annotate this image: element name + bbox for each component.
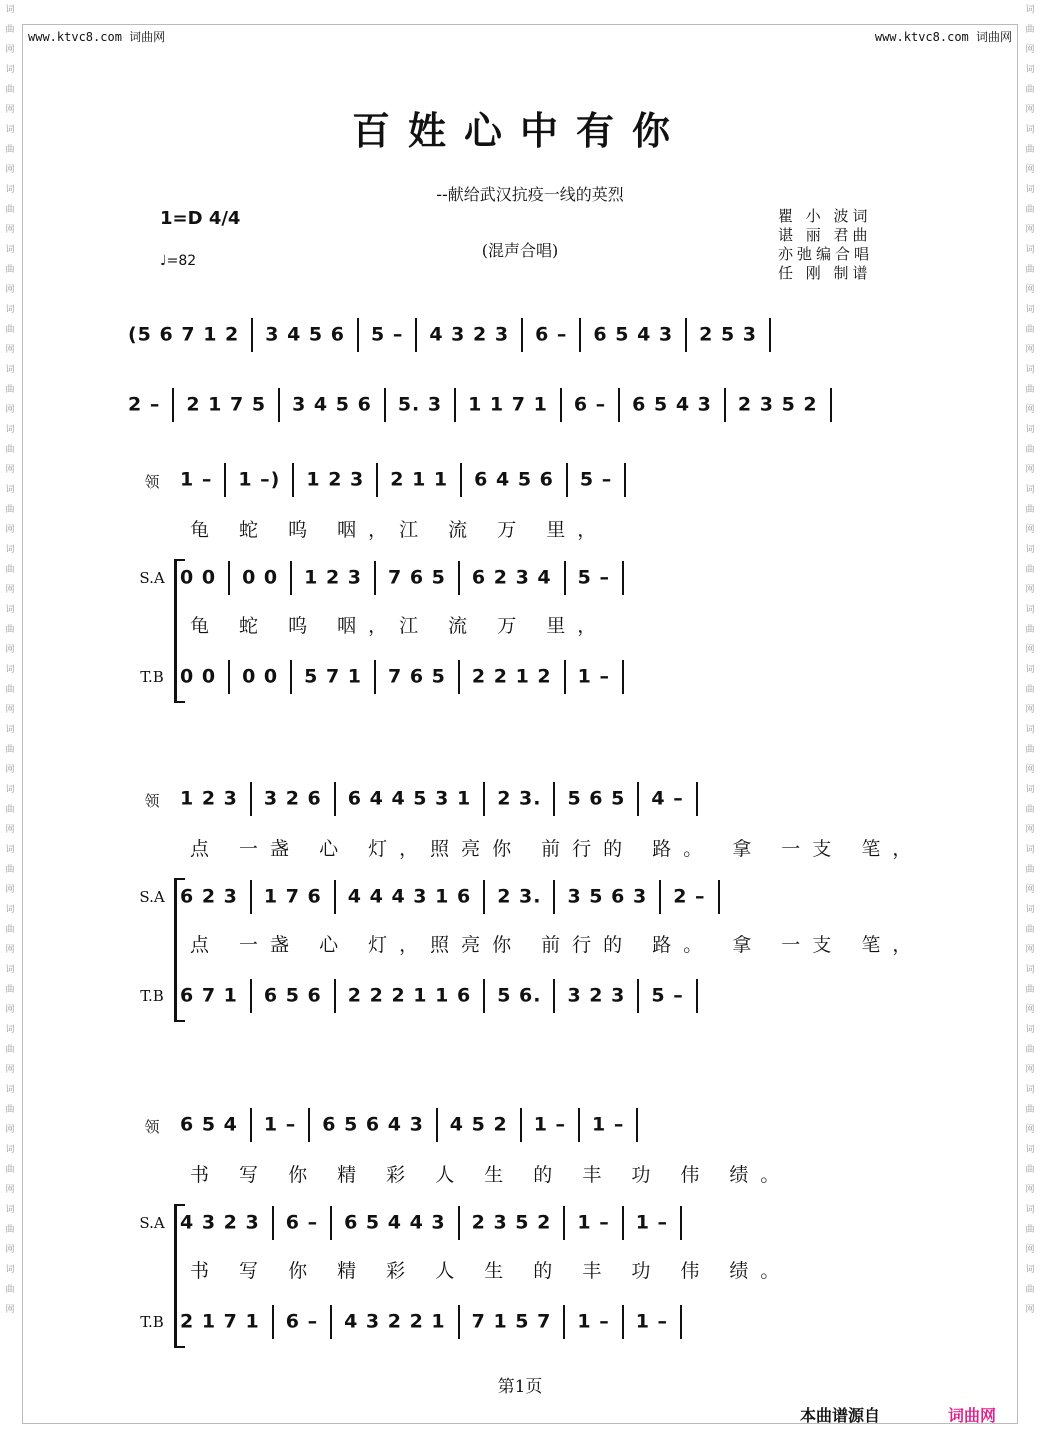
measure: 2 3 5 2 — [471, 1211, 552, 1234]
barline — [637, 979, 639, 1013]
barline — [458, 561, 460, 595]
measure: 3 5 6 3 — [567, 885, 648, 908]
barline — [553, 979, 555, 1013]
system-2-tb — [130, 979, 920, 1013]
measure: 3 2 3 — [567, 984, 626, 1007]
barline — [374, 561, 376, 595]
system-1-lead-label: 领 — [144, 473, 160, 491]
system-2-tb-label: T.B — [140, 987, 164, 1005]
measure: 1 – — [577, 1211, 610, 1234]
measure: 5. 3 — [397, 393, 443, 416]
barline — [483, 782, 485, 816]
measure: 1 –) — [238, 468, 281, 491]
measure: 6 2 3 4 — [471, 566, 552, 589]
measure: 1 7 6 — [263, 885, 322, 908]
measure: 4 5 2 — [449, 1113, 508, 1136]
measure: 4 3 2 3 — [180, 1211, 260, 1234]
system-2-sa-label: S.A — [139, 888, 165, 906]
barline — [563, 1305, 565, 1339]
barline — [564, 660, 566, 694]
measure: (5 6 7 1 2 — [128, 323, 240, 346]
measure: 6 – — [285, 1211, 319, 1234]
system-2-sa-lyrics: 点 一盏 心 灯，照亮你 前行的 路。 拿 一支 笔， — [190, 934, 924, 956]
measure: 1 – — [592, 1113, 625, 1136]
measure: 4 3 2 3 — [429, 323, 510, 346]
measure: 0 0 — [242, 566, 279, 589]
measure: 6 5 4 4 3 — [344, 1211, 446, 1234]
measure: 6 – — [573, 393, 607, 416]
barline — [624, 463, 626, 497]
measure: 5 – — [651, 984, 684, 1007]
barline — [566, 463, 568, 497]
system-2-lead-lyrics: 点 一盏 心 灯，照亮你 前行的 路。 拿 一支 笔， — [190, 838, 924, 860]
barline — [334, 880, 336, 914]
measure: 5 6 5 — [567, 787, 626, 810]
barline — [376, 463, 378, 497]
barline — [718, 880, 720, 914]
barline — [308, 1108, 310, 1142]
barline — [250, 1108, 252, 1142]
system-1-sa — [130, 561, 920, 595]
measure: 3 4 5 6 — [292, 393, 372, 416]
key-signature: 1=D 4/4 — [160, 208, 241, 229]
system-2-lead-notes — [180, 782, 920, 816]
credits — [778, 207, 873, 283]
measure: 2 2 1 2 — [471, 665, 552, 688]
system-3-sa-notes — [180, 1206, 920, 1240]
measure: 5 6. — [497, 984, 542, 1007]
barline — [172, 388, 174, 422]
measure: 1 1 7 1 — [468, 393, 548, 416]
barline — [250, 880, 252, 914]
credit-engraver: 任 刚 制谱 — [778, 264, 872, 282]
measure: 4 – — [651, 787, 684, 810]
measure: 0 0 — [180, 665, 217, 688]
measure: 6 2 3 — [180, 885, 238, 908]
barline — [458, 1206, 460, 1240]
measure: 3 2 6 — [263, 787, 322, 810]
barline — [724, 388, 726, 422]
barline — [330, 1206, 332, 1240]
measure: 3 4 5 6 — [265, 323, 345, 346]
barline — [357, 318, 359, 352]
measure: 5 – — [370, 323, 404, 346]
measure: 6 5 4 3 — [632, 393, 712, 416]
barline — [769, 318, 771, 352]
barline — [618, 388, 620, 422]
measure: 6 5 6 4 3 — [322, 1113, 424, 1136]
system-2-tb-notes — [180, 979, 920, 1013]
credit-composer: 谌 丽 君曲 — [778, 226, 872, 244]
measure: 2 5 3 — [699, 323, 758, 346]
barline — [483, 979, 485, 1013]
barline — [250, 979, 252, 1013]
barline — [553, 880, 555, 914]
tempo-marking: ♩=82 — [160, 253, 197, 269]
system-2-lead — [130, 782, 920, 816]
system-1-lead-notes — [180, 463, 920, 497]
measure: 2 1 7 1 — [180, 1310, 260, 1333]
credit-arranger: 亦弛编合唱 — [778, 245, 874, 263]
system-1-sa-lyrics: 龟 蛇 呜 咽，江 流 万 里， — [190, 615, 609, 637]
system-1-sa-label: S.A — [139, 569, 165, 587]
performance-form: (混声合唱) — [481, 241, 559, 260]
measure: 4 3 2 2 1 — [344, 1310, 446, 1333]
measure: 1 2 3 — [180, 787, 238, 810]
barline — [290, 561, 292, 595]
system-1-lead — [130, 463, 920, 497]
side-watermark-left: 词曲网词曲网词曲网词曲网词曲网词曲网词曲网词曲网词曲网词曲网词曲网词曲网词曲网词曲网词曲网词曲网词曲网词曲网词曲网词曲网词曲网词曲网 — [5, 5, 15, 1315]
measure: 1 2 3 — [304, 566, 363, 589]
system-brace — [174, 559, 185, 703]
barline — [637, 782, 639, 816]
footer-source: 本曲谱源自 — [800, 1406, 881, 1425]
system-3-lead-label: 领 — [144, 1118, 160, 1136]
barline — [272, 1206, 274, 1240]
system-3-tb — [130, 1305, 920, 1339]
header-url-left[interactable]: www.ktvc8.com 词曲网 — [28, 30, 166, 44]
measure: 7 6 5 — [388, 665, 446, 688]
system-1-sa-notes — [180, 561, 920, 595]
header-url-right[interactable]: www.ktvc8.com 词曲网 — [874, 30, 1012, 44]
barline — [830, 388, 832, 422]
measure: 6 5 4 — [180, 1113, 238, 1136]
measure: 0 0 — [180, 566, 217, 589]
measure: 6 7 1 — [180, 984, 238, 1007]
barline — [564, 561, 566, 595]
barline — [228, 561, 230, 595]
system-1-lead-lyrics: 龟 蛇 呜 咽，江 流 万 里， — [190, 519, 609, 541]
system-1-tb-notes — [180, 660, 920, 694]
measure: 6 – — [285, 1310, 319, 1333]
barline — [292, 463, 294, 497]
measure: 1 – — [577, 665, 610, 688]
barline — [272, 1305, 274, 1339]
system-3-sa-lyrics: 书 写 你 精 彩 人 生 的 丰 功 伟 绩。 — [190, 1260, 792, 1282]
barline — [436, 1108, 438, 1142]
barline — [680, 1305, 682, 1339]
barline — [696, 782, 698, 816]
measure: 7 1 5 7 — [471, 1310, 552, 1333]
side-watermark-right: 词曲网词曲网词曲网词曲网词曲网词曲网词曲网词曲网词曲网词曲网词曲网词曲网词曲网词曲网词曲网词曲网词曲网词曲网词曲网词曲网词曲网词曲网 — [1025, 5, 1035, 1315]
barline — [278, 388, 280, 422]
barline — [521, 318, 523, 352]
barline — [622, 561, 624, 595]
barline — [460, 463, 462, 497]
measure: 6 5 6 — [263, 984, 322, 1007]
measure: 1 – — [180, 468, 213, 491]
measure: 1 – — [635, 1310, 669, 1333]
barline — [563, 1206, 565, 1240]
system-1-tb-label: T.B — [140, 668, 164, 686]
system-brace — [174, 878, 185, 1022]
system-3-sa-label: S.A — [139, 1214, 165, 1232]
barline — [622, 1305, 624, 1339]
system-1-tb — [130, 660, 920, 694]
system-3-sa — [130, 1206, 920, 1240]
barline — [458, 660, 460, 694]
barline — [290, 660, 292, 694]
measure: 5 7 1 — [304, 665, 363, 688]
measure: 2 3 5 2 — [737, 393, 818, 416]
credit-lyricist: 瞿 小 波词 — [778, 207, 872, 225]
barline — [374, 660, 376, 694]
barline — [334, 782, 336, 816]
intro-line-1 — [130, 318, 920, 352]
system-3-lead — [130, 1108, 920, 1142]
measure: 1 – — [533, 1113, 567, 1136]
measure: 5 – — [579, 468, 613, 491]
measure: 2 1 1 — [390, 468, 449, 491]
system-brace — [174, 1204, 185, 1348]
measure: 2 1 7 5 — [186, 393, 267, 416]
measure: 7 6 5 — [388, 566, 446, 589]
measure: 6 – — [535, 323, 568, 346]
barline — [483, 880, 485, 914]
barline — [659, 880, 661, 914]
measure: 0 0 — [242, 665, 279, 688]
measure: 2 – — [673, 885, 706, 908]
system-3-tb-notes — [180, 1305, 920, 1339]
barline — [334, 979, 336, 1013]
measure: 6 4 4 5 3 1 — [347, 787, 472, 810]
system-3-tb-label: T.B — [140, 1313, 164, 1331]
measure: 6 4 5 6 — [474, 468, 554, 491]
barline — [685, 318, 687, 352]
barline — [553, 782, 555, 816]
song-title: 百姓心中有你 — [351, 108, 688, 153]
barline — [228, 660, 230, 694]
measure: 5 – — [577, 566, 610, 589]
barline — [384, 388, 386, 422]
barline — [680, 1206, 682, 1240]
system-3-lead-lyrics: 书 写 你 精 彩 人 生 的 丰 功 伟 绩。 — [190, 1164, 792, 1186]
footer-brand-link[interactable]: 词曲网 — [948, 1406, 997, 1425]
page-number: 第1页 — [497, 1377, 543, 1397]
barline — [454, 388, 456, 422]
barline — [622, 1206, 624, 1240]
barline — [560, 388, 562, 422]
system-3-lead-notes — [180, 1108, 920, 1142]
measure: 2 – — [128, 393, 161, 416]
measure: 1 2 3 — [306, 468, 365, 491]
barline — [578, 1108, 580, 1142]
barline — [458, 1305, 460, 1339]
measure: 6 5 4 3 — [593, 323, 674, 346]
barline — [415, 318, 417, 352]
system-2-lead-label: 领 — [144, 792, 160, 810]
measure: 2 3. — [497, 885, 542, 908]
measure: 1 – — [263, 1113, 297, 1136]
measure: 4 4 4 3 1 6 — [347, 885, 472, 908]
barline — [251, 318, 253, 352]
intro-line-1-notes — [128, 318, 920, 352]
system-2-sa-notes — [180, 880, 920, 914]
barline — [636, 1108, 638, 1142]
barline — [250, 782, 252, 816]
measure: 2 2 2 1 1 6 — [347, 984, 472, 1007]
measure: 1 – — [577, 1310, 610, 1333]
barline — [330, 1305, 332, 1339]
measure: 1 – — [635, 1211, 669, 1234]
measure: 2 3. — [497, 787, 542, 810]
barline — [224, 463, 226, 497]
barline — [622, 660, 624, 694]
barline — [696, 979, 698, 1013]
barline — [520, 1108, 522, 1142]
intro-line-2 — [130, 388, 920, 422]
system-2-sa — [130, 880, 920, 914]
song-subtitle: --献给武汉抗疫一线的英烈 — [436, 185, 624, 204]
intro-line-2-notes — [128, 388, 920, 422]
barline — [579, 318, 581, 352]
